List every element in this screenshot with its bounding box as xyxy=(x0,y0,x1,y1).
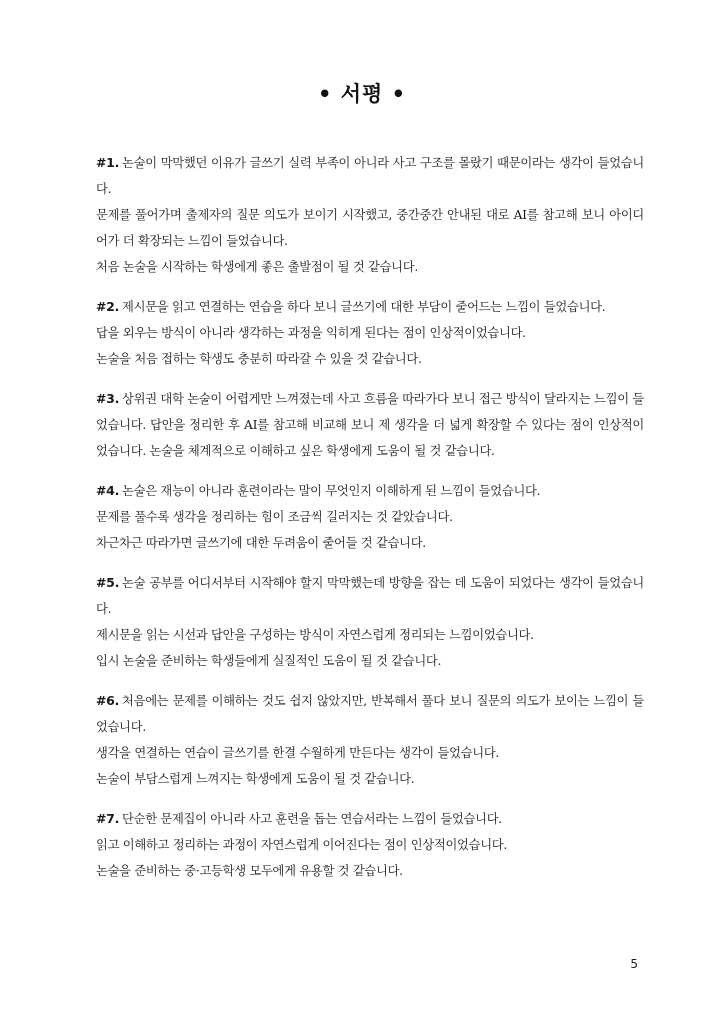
review-item xyxy=(96,570,644,674)
review-line: 문제를 풀수록 생각을 정리하는 힘이 조금씩 길러지는 것 같았습니다. xyxy=(96,510,453,524)
review-list xyxy=(96,150,644,898)
review-number: #5. xyxy=(96,575,120,590)
review-item xyxy=(96,386,644,464)
review-line xyxy=(96,688,644,740)
review-number: #3. xyxy=(96,391,120,406)
review-number: #7. xyxy=(96,811,120,826)
review-line xyxy=(96,806,644,832)
review-number: #2. xyxy=(96,299,120,314)
review-text: 제시문을 읽고 연결하는 연습을 하다 보니 글쓰기에 대한 부담이 줄어드는 느낌이 들었습니다. xyxy=(122,300,606,314)
review-line: 입시 논술을 준비하는 학생들에게 실질적인 도움이 될 것 같습니다. xyxy=(96,654,442,668)
review-line xyxy=(96,570,644,622)
page-title: • 서평 • xyxy=(317,82,407,106)
review-line: 논술을 준비하는 중·고등학생 모두에게 유용할 것 같습니다. xyxy=(96,864,403,878)
review-line: 문제를 풀어가며 출제자의 질문 의도가 보이기 시작했고, 중간중간 안내된 대로 AI를 참고해 보니 아이디어가 더 확장되는 느낌이 들었습니다. xyxy=(96,208,644,248)
page-number: 5 xyxy=(630,957,638,971)
review-line: 논술이 부담스럽게 느껴지는 학생에게 도움이 될 것 같습니다. xyxy=(96,772,415,786)
review-item xyxy=(96,294,644,372)
review-line: 논술을 처음 접하는 학생도 충분히 따라갈 수 있을 것 같습니다. xyxy=(96,352,422,366)
review-line xyxy=(96,150,644,202)
review-line: 읽고 이해하고 정리하는 과정이 자연스럽게 이어진다는 점이 인상적이었습니다. xyxy=(96,838,507,852)
review-line: 답을 외우는 방식이 아니라 생각하는 과정을 익히게 된다는 점이 인상적이었습니다. xyxy=(96,326,526,340)
review-number: #1. xyxy=(96,155,120,170)
review-line: 생각을 연결하는 연습이 글쓰기를 한결 수월하게 만든다는 생각이 들었습니다. xyxy=(96,746,500,760)
review-text: 논술 공부를 어디서부터 시작해야 할지 막막했는데 방향을 잡는 데 도움이 되었다는 생각이 들었습니다. xyxy=(96,576,644,616)
review-item xyxy=(96,478,644,556)
review-number: #6. xyxy=(96,693,120,708)
review-item xyxy=(96,806,644,884)
review-line: 처음 논술을 시작하는 학생에게 좋은 출발점이 될 것 같습니다. xyxy=(96,260,418,274)
review-line: 제시문을 읽는 시선과 답안을 구성하는 방식이 자연스럽게 정리되는 느낌이었습니다. xyxy=(96,628,534,642)
review-number: #4. xyxy=(96,483,120,498)
review-line xyxy=(96,294,644,320)
review-line xyxy=(96,478,644,504)
review-text: 논술이 막막했던 이유가 글쓰기 실력 부족이 아니라 사고 구조를 몰랐기 때문이라는 생각이 들었습니다. xyxy=(96,156,644,196)
review-text: 상위권 대학 논술이 어렵게만 느껴졌는데 사고 흐름을 따라가다 보니 접근 방식이 달라지는 느낌이 들었습니다. 답안을 정리한 후 AI를 참고해 비교해 보니 제 생각을 더 넓게 확장할 수 있다는 점이 인상적이었습니다. 논술을 체계적으로 이해하고 싶은 학생에게 도움이 될 것 같습니다. xyxy=(96,392,644,458)
review-item xyxy=(96,688,644,792)
review-text: 처음에는 문제를 이해하는 것도 쉽지 않았지만, 반복해서 풀다 보니 질문의 의도가 보이는 느낌이 들었습니다. xyxy=(96,694,644,734)
review-line: 차근차근 따라가면 글쓰기에 대한 두려움이 줄어들 것 같습니다. xyxy=(96,536,426,550)
review-line xyxy=(96,386,644,464)
review-text: 논술은 재능이 아니라 훈련이라는 말이 무엇인지 이해하게 된 느낌이 들었습니다. xyxy=(122,484,541,498)
review-text: 단순한 문제집이 아니라 사고 훈련을 돕는 연습서라는 느낌이 들었습니다. xyxy=(122,812,502,826)
review-item xyxy=(96,150,644,280)
